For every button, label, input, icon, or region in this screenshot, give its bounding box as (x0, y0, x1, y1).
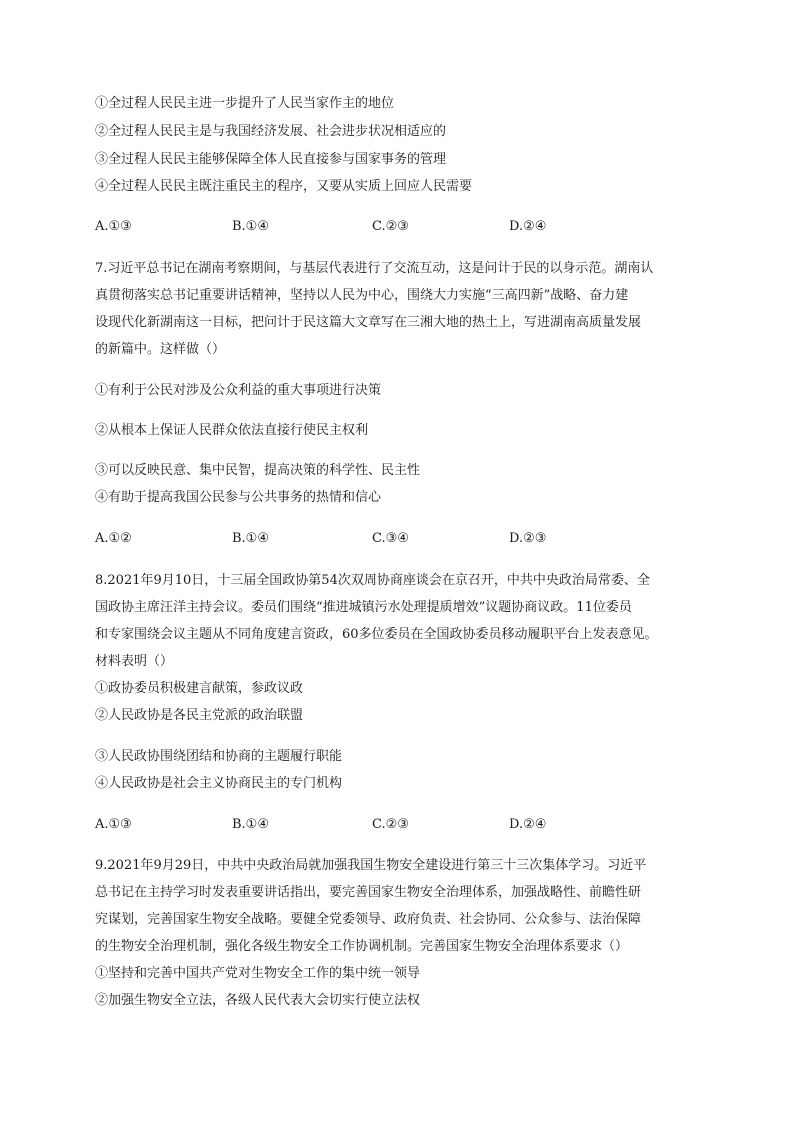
q9-stem-line-1: 9.2021年9月29日，中共中央政治局就加强我国生物安全建设进行第三十三次集体学习。习近平 (95, 858, 647, 873)
q9-stem-line-3: 究谋划，完善国家生物安全战略。要健全党委领导、政府负责、社会协同、公众参与、法治保障 (95, 912, 642, 927)
q7-option-2: ②从根本上保证人民群众依法直接行使民主权利 (95, 423, 369, 438)
q8-stem-line-4: 材料表明（） (95, 654, 174, 669)
q7-choice-c: C.③④ (372, 531, 409, 546)
q7-option-3: ③可以反映民意、集中民智，提高决策的科学性、民主性 (95, 463, 421, 478)
q7-stem-line-4: 的新篇中。这样做（） (95, 342, 226, 357)
q8-choice-c: C.②③ (372, 817, 409, 832)
q9-stem-line-4: 的生物安全治理机制，强化各级生物安全工作协调机制。完善国家生物安全治理体系要求（） (95, 939, 629, 954)
q9-option-2: ②加强生物安全立法，各级人民代表大会切实行使立法权 (95, 993, 421, 1008)
q7-stem-line-2: 真贯彻落实总书记重要讲话精神，坚持以人民为中心，围绕大力实施“三高四新”战略、奋力建 (95, 288, 629, 303)
q9-stem-line-2: 总书记在主持学习时发表重要讲话指出，要完善国家生物安全治理体系，加强战略性、前瞻性研 (95, 885, 642, 900)
q7-stem-line-3: 设现代化新湖南这一目标，把问计于民这篇大文章写在三湘大地的热土上，写进湖南高质量发展 (95, 315, 642, 330)
q8-choice-d: D.②④ (509, 817, 547, 832)
q8-option-3: ③人民政协围绕团结和协商的主题履行职能 (95, 749, 343, 764)
q8-choices (95, 816, 695, 834)
q8-choice-b: B.①④ (232, 817, 269, 832)
q8-choice-a: A.①③ (95, 817, 132, 832)
q8-stem-line-3: 和专家围绕会议主题从不同角度建言资政，60多位委员在全国政协委员移动履职平台上发表意见。 (95, 627, 658, 642)
q7-choice-b: B.①④ (232, 531, 269, 546)
q6-choices (95, 218, 695, 236)
q6-option-2: ②全过程人民民主是与我国经济发展、社会进步状况相适应的 (95, 124, 447, 139)
q7-choice-d: D.②③ (509, 531, 547, 546)
q8-option-4: ④人民政协是社会主义协商民主的专门机构 (95, 776, 343, 791)
q8-option-2: ②人民政协是各民主党派的政治联盟 (95, 708, 304, 723)
q6-choice-b: B.①④ (232, 219, 269, 234)
q7-option-1: ①有利于公民对涉及公众利益的重大事项进行决策 (95, 383, 382, 398)
q6-option-1: ①全过程人民民主进一步提升了人民当家作主的地位 (95, 96, 395, 111)
q6-choice-c: C.②③ (372, 219, 409, 234)
q8-stem-line-1: 8.2021年9月10日，十三届全国政协第54次双周协商座谈会在京召开，中共中央政治局常委、全 (95, 573, 650, 588)
q6-option-3: ③全过程人民民主能够保障全体人民直接参与国家事务的管理 (95, 152, 447, 167)
q6-option-4: ④全过程人民民主既注重民主的程序，又要从实质上回应人民需要 (95, 179, 473, 194)
q9-option-1: ①坚持和完善中国共产党对生物安全工作的集中统一领导 (95, 966, 421, 981)
q8-option-1: ①政协委员积极建言献策，参政议政 (95, 681, 304, 696)
q6-choice-d: D.②④ (509, 219, 547, 234)
q7-stem-line-1: 7.习近平总书记在湖南考察期间，与基层代表进行了交流互动，这是问计于民的以身示范。湖南认 (95, 261, 654, 276)
q7-option-4: ④有助于提高我国公民参与公共事务的热情和信心 (95, 490, 382, 505)
q8-stem-line-2: 国政协主席汪洋主持会议。委员们围绕“推进城镇污水处理提质增效”议题协商议政。11位委员 (95, 600, 632, 615)
q7-choices (95, 530, 695, 548)
q7-choice-a: A.①② (95, 531, 132, 546)
q6-choice-a: A.①③ (95, 219, 132, 234)
